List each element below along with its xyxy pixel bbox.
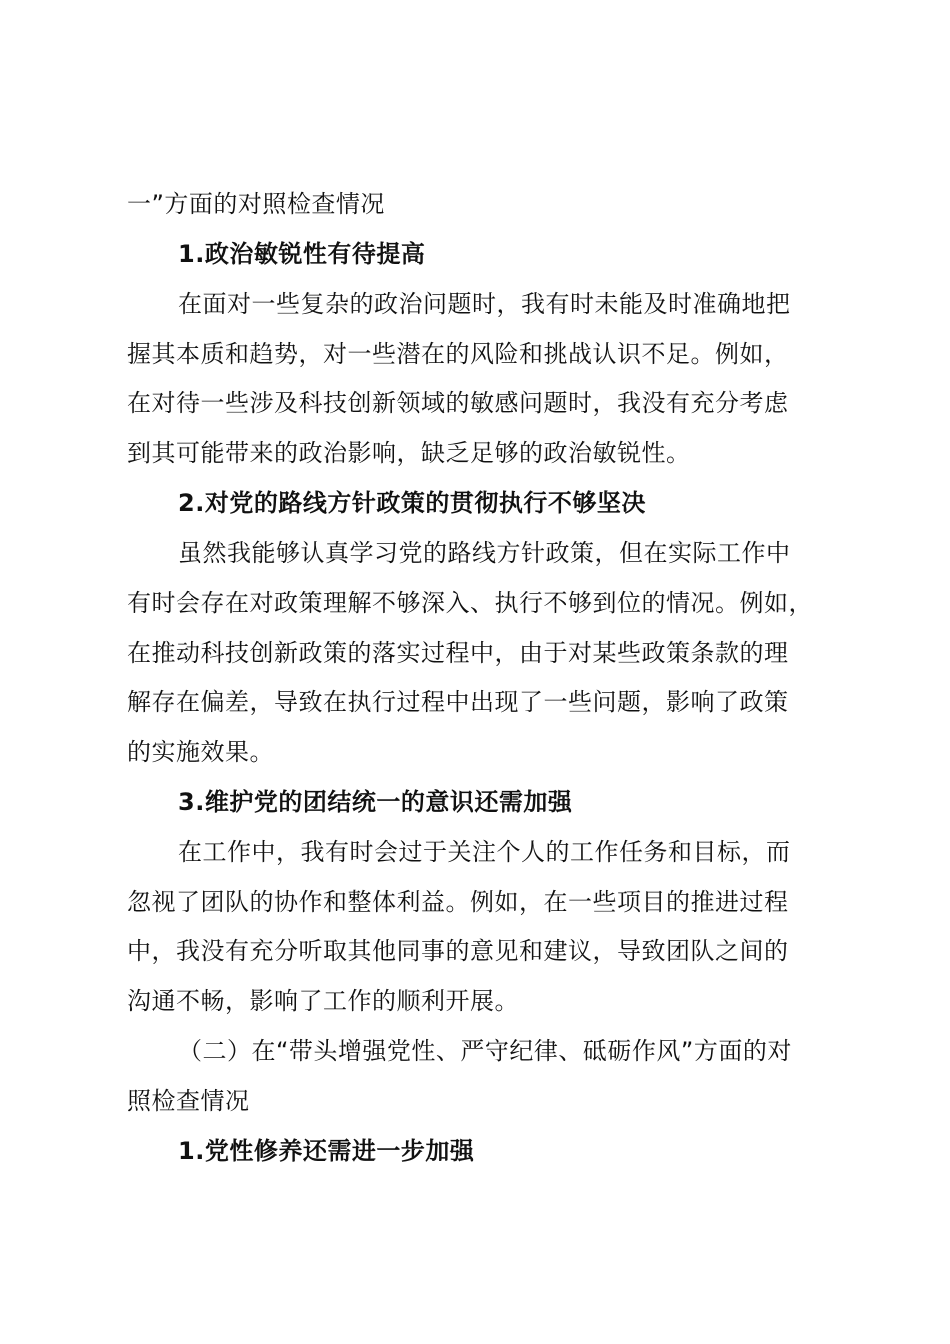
subheading-party-spirit: 1.党性修养还需进一步加强 [178,1137,475,1165]
paragraph-line: 握其本质和趋势，对一些潜在的风险和挑战认识不足。例如， [127,340,789,368]
paragraph-line: 解存在偏差，导致在执行过程中出现了一些问题，影响了政策 [127,688,789,716]
paragraph-line: 在工作中，我有时会过于关注个人的工作任务和目标，而 [178,838,791,866]
section-heading-two: （二）在“带头增强党性、严守纪律、砥砺作风”方面的对 [178,1037,792,1065]
paragraph-line: 虽然我能够认真学习党的路线方针政策，但在实际工作中 [178,539,791,567]
section-heading-continuation: 一”方面的对照检查情况 [127,190,385,218]
paragraph-line: 沟通不畅，影响了工作的顺利开展。 [127,987,519,1015]
paragraph-line: 的实施效果。 [127,738,274,766]
paragraph-line: 在面对一些复杂的政治问题时，我有时未能及时准确地把 [178,290,791,318]
paragraph-line: 忽视了团队的协作和整体利益。例如，在一些项目的推进过程 [127,888,789,916]
subheading-party-unity: 3.维护党的团结统一的意识还需加强 [178,788,573,816]
paragraph-line: 在对待一些涉及科技创新领域的敏感问题时，我没有充分考虑 [127,389,789,417]
section-heading-two-continuation: 照检查情况 [127,1087,250,1115]
paragraph-line: 中，我没有充分听取其他同事的意见和建议，导致团队之间的 [127,937,789,965]
paragraph-line: 到其可能带来的政治影响，缺乏足够的政治敏锐性。 [127,439,691,467]
subheading-political-sensitivity: 1.政治敏锐性有待提高 [178,240,426,268]
paragraph-line: 在推动科技创新政策的落实过程中，由于对某些政策条款的理 [127,639,789,667]
subheading-policy-implementation: 2.对党的路线方针政策的贯彻执行不够坚决 [178,489,646,517]
paragraph-line: 有时会存在对政策理解不够深入、执行不够到位的情况。例如， [127,589,813,617]
